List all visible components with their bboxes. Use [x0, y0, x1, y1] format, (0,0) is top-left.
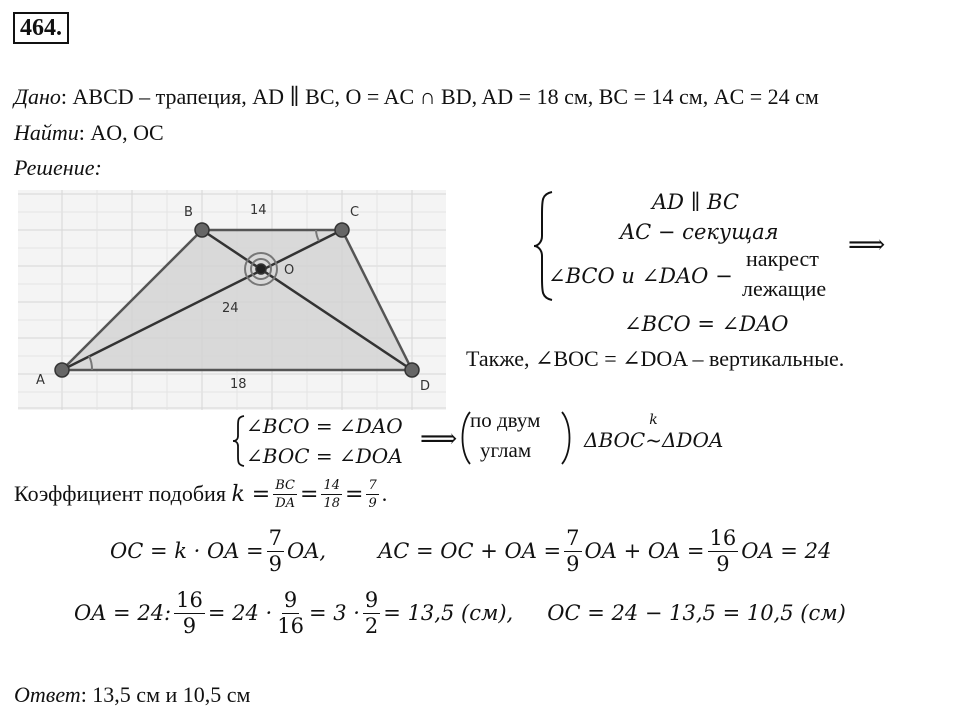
similarity-sign: k ~	[645, 412, 662, 452]
system1-implies: ⟹	[848, 230, 886, 259]
label-a: A	[36, 373, 45, 388]
frac-7-9: $\frac{7}{9}$	[368, 477, 377, 511]
answer-text: : 13,5 см и 10,5 см	[80, 682, 251, 707]
frac-ac-7-9: $\frac{7}{9}$	[566, 525, 580, 576]
system1-word1: накрест	[746, 246, 819, 271]
paren-right	[560, 410, 574, 466]
frac-16-9: $\frac{16}{9}$	[709, 525, 737, 576]
coef-k: k =	[231, 481, 271, 507]
similarity-k: k	[649, 412, 658, 428]
answer-label: Ответ	[14, 682, 81, 707]
label-d: D	[420, 379, 431, 394]
frac-oc-7-9: $\frac{7}{9}$	[268, 525, 283, 576]
label-ao: 24	[222, 301, 239, 316]
system1-line1: AD ∥ BC	[652, 190, 739, 214]
eq-row1: OC = k · OA = $\frac{7}{9}$ OA, AC = OC + OA = $\frac{7}{9}$ OA + OA = $\frac{16}{9}$ OA = 24	[110, 525, 832, 576]
frac-14-18: $\frac{14}{18}$	[323, 477, 340, 511]
system2-line2: ∠BOC = ∠DOA	[246, 444, 403, 468]
system2-reason2: углам	[480, 438, 532, 462]
given-text: : ABCD – трапеция, AD ∥ BC, O = AC ∩ BD, AD = 18 см, BC = 14 см, AC = 24 см	[60, 84, 819, 109]
eq-row2: OA = 24: $\frac{16}{9}$ = 24 · $\frac{9}{16}$ = 3 · $\frac{9}{2}$ = 13,5 (см), OC = 24 − 13,5 = 10,5 (см)	[74, 587, 846, 638]
problem-number: 464.	[13, 12, 69, 44]
system2-reason1: по двум	[470, 408, 541, 432]
label-b: B	[184, 205, 193, 220]
frac-9-2: $\frac{9}{2}$	[364, 587, 379, 638]
also-line: Также, ∠BOC = ∠DOA – вертикальные.	[466, 346, 845, 371]
frac-16-9-b: $\frac{16}{9}$	[176, 587, 203, 638]
system2-line1: ∠BCO = ∠DAO	[246, 414, 403, 438]
solution-label: Решение:	[14, 155, 102, 180]
trapezoid-figure	[18, 190, 446, 410]
label-o: O	[284, 263, 295, 278]
given-label: Дано	[14, 84, 61, 109]
similarity-left: ΔBOC	[584, 428, 646, 452]
similarity	[584, 412, 724, 452]
find-label: Найти	[14, 120, 79, 145]
system2-implies: ⟹	[420, 424, 458, 453]
label-bc: 14	[250, 203, 267, 218]
system1-line3: ∠BCO и ∠DAO −	[548, 264, 733, 288]
similarity-right: ΔDOA	[661, 428, 724, 452]
given-line	[14, 84, 819, 110]
frac-bc-da: $\frac{BC}{DA}$	[275, 477, 296, 511]
label-ad: 18	[230, 377, 247, 392]
label-c: C	[350, 205, 360, 220]
find-text: : AO, OC	[78, 120, 164, 145]
eq-angles: ∠BCO = ∠DAO	[624, 312, 789, 336]
find-line	[14, 120, 164, 146]
answer-line	[14, 682, 250, 708]
coef-text: Коэффициент подобия	[14, 481, 226, 506]
system1-line2: AC − секущая	[620, 220, 779, 244]
coef-line: Коэффициент подобия k = $\frac{BC}{DA}$ = $\frac{14}{18}$ = $\frac{7}{9}$ .	[14, 477, 388, 511]
frac-9-16: $\frac{9}{16}$	[277, 587, 304, 638]
system1-word2: лежащие	[742, 276, 827, 301]
